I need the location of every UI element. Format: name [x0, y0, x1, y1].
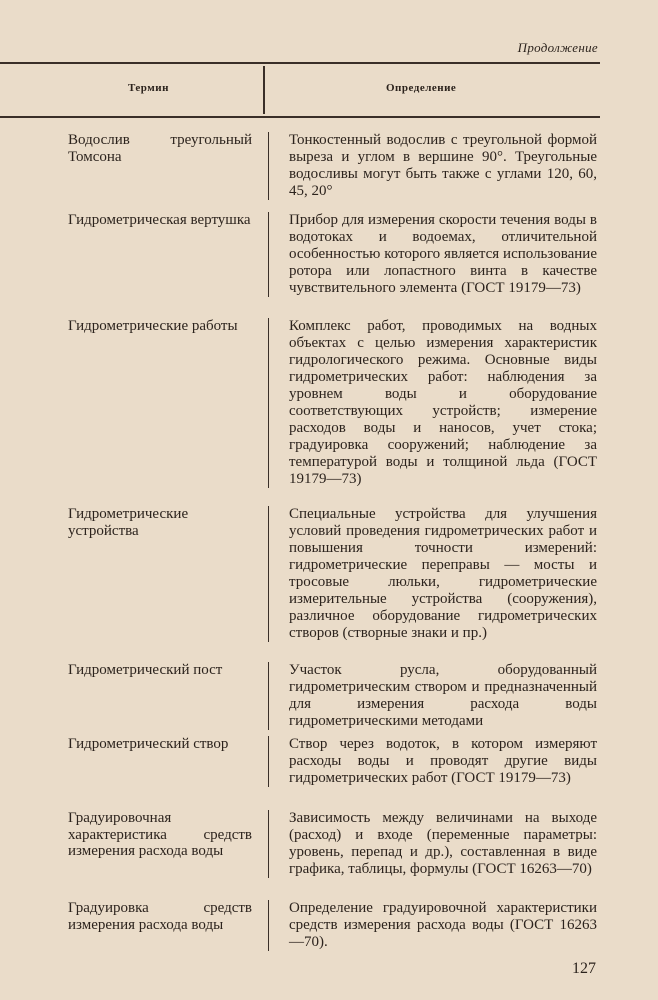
entry-definition: Определение градуировочной характеристики средств измерения расхода воды (ГОСТ 16263—70). — [268, 900, 597, 951]
entry-term: Градуировка средств измерения расхода воды — [68, 900, 252, 933]
continuation-label: Продолжение — [517, 40, 598, 55]
entry-term: Градуировочная характеристика средств измерения расхода воды — [68, 810, 252, 859]
page-number: 127 — [572, 960, 596, 977]
header-column-divider — [263, 66, 265, 114]
header-definition: Определение — [386, 82, 457, 94]
entry-term: Водослив треугольный Томсона — [68, 132, 252, 165]
entry-definition: Специальные устройства для улучшения условий проведения гидрометрических работ и повышения точности измерений: гидрометрические переправы — мосты и тросовые люльки, гидрометрические измерительные устройства (сооружения), различное оборудование гидрометрических створов (створные знаки и пр.) — [268, 506, 597, 642]
entry-definition: Комплекс работ, проводимых на водных объектах с целью измерения характеристик гидрологического режима. Основные виды гидрометрических работ: наблюдения за уровнем воды и оборудование соответствующих устройств; измерение расходов воды и наносов, учет стока; градуировка сооружений; наблюдение за температурой воды и толщиной льда (ГОСТ 19179—73) — [268, 318, 597, 488]
entry-term: Гидрометрические работы — [68, 318, 238, 334]
entry-definition: Участок русла, оборудованный гидрометрическим створом и предназначенный для измерения расхода воды гидрометрическими методами — [268, 662, 597, 730]
entry-term: Гидрометрический створ — [68, 736, 229, 752]
entry-definition: Створ через водоток, в котором измеряют расходы воды и проводят другие виды гидрометрических работ (ГОСТ 19179—73) — [268, 736, 597, 787]
entry-term: Гидрометрическая вертушка — [68, 212, 251, 228]
entry-definition: Прибор для измерения скорости течения воды в водотоках и водоемах, отличительной особенностью которого является использование ротора или лопастного винта в качестве чувствительного элемента (ГОСТ 19179—73) — [268, 212, 597, 297]
entry-term: Гидрометрический пост — [68, 662, 223, 678]
table-top-rule — [0, 62, 600, 64]
entry-term: Гидрометрические устройства — [68, 506, 189, 539]
header-term: Термин — [128, 82, 169, 94]
header-bottom-rule — [0, 116, 600, 118]
entry-definition: Зависимость между величинами на выходе (расход) и входе (переменные параметры: уровень, перепад и др.), составленная в виде графика, таблицы, формулы (ГОСТ 16263—70) — [268, 810, 597, 878]
entry-definition: Тонкостенный водослив с треугольной формой выреза и углом в вершине 90°. Треугольные водосливы могут быть также с углами 120, 60, 45, 20° — [268, 132, 597, 200]
